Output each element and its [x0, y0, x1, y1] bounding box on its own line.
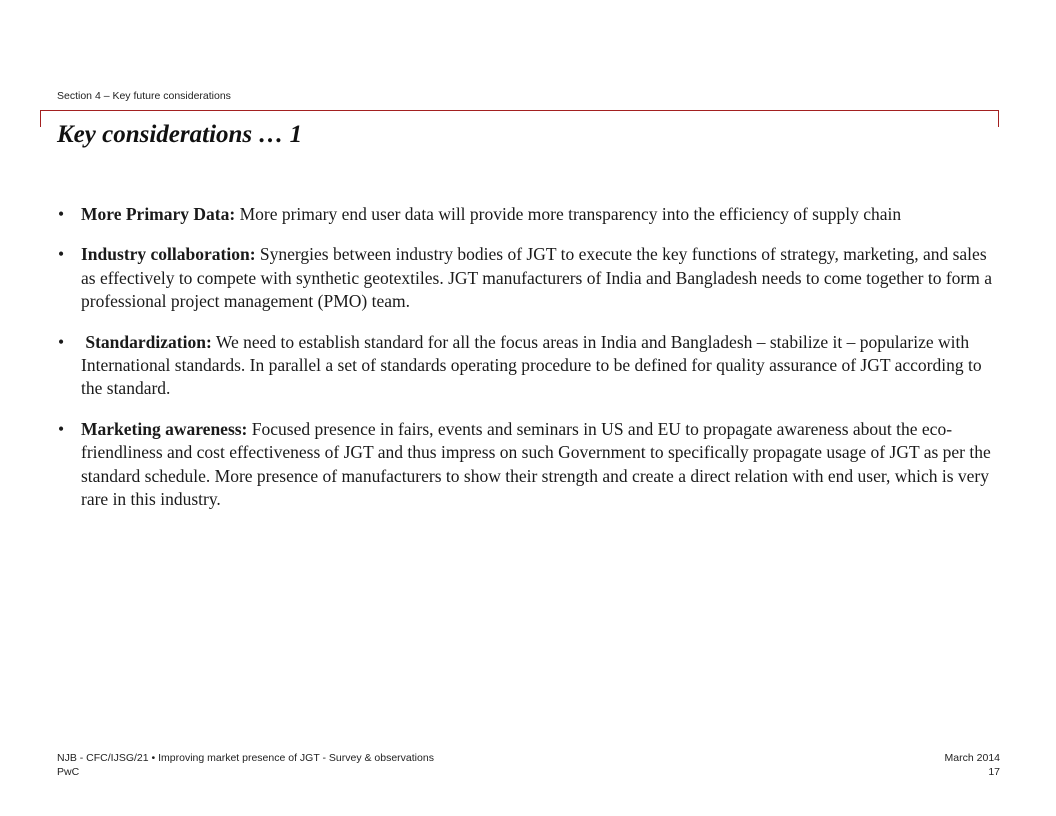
- page-title: Key considerations … 1: [57, 121, 303, 148]
- bullet-item-industry-collaboration: [57, 243, 997, 313]
- section-label: Section 4 – Key future considerations: [57, 90, 231, 102]
- footer-left: [57, 751, 434, 779]
- bullet-dot: •: [58, 331, 65, 352]
- bullet-lead: Marketing awareness:: [81, 418, 248, 439]
- bullet-dot: •: [58, 418, 65, 439]
- footer-right: [945, 751, 1000, 779]
- header-rule-right: [998, 110, 999, 127]
- bullet-lead: Industry collaboration:: [81, 244, 256, 265]
- bullet-item-marketing-awareness: [57, 418, 997, 512]
- bullet-text: We need to establish standard for all the focus areas in India and Bangladesh – stabilize it – popularize with International standards. In parallel a set of standards operating procedure to be defined for quality assurance of JGT according to the standard.: [81, 331, 982, 399]
- bullet-dot: •: [58, 204, 65, 224]
- footer-page-number: 17: [988, 766, 1000, 778]
- bullet-text: Synergies between industry bodies of JGT to execute the key functions of strategy, marketing, and sales as effectively to compete with synthetic geotextiles. JGT manufacturers of India and Bangladesh needs to come together to form a professional project management (PMO) team.: [81, 244, 993, 312]
- bullet-item-primary-data: [57, 203, 997, 226]
- footer-company: PwC: [57, 766, 80, 778]
- bullet-lead: More Primary Data:: [81, 204, 236, 224]
- footer-document-ref: NJB - CFC/IJSG/21 • Improving market presence of JGT - Survey & observations: [57, 752, 434, 764]
- header-rule-left: [40, 110, 41, 127]
- footer-date: March 2014: [944, 752, 1000, 764]
- bullet-dot: •: [58, 244, 65, 265]
- bullet-item-standardization: [57, 331, 997, 401]
- bullet-list: [57, 203, 997, 528]
- bullet-text: Focused presence in fairs, events and seminars in US and EU to propagate awareness about the eco-friendliness and cost effectiveness of JGT and thus impress on such Government to specifically propagate usage of JGT as per the standard schedule. More presence of manufacturers to show their strength and create a direct relation with end user, which is very rare in this industry.: [81, 418, 991, 510]
- bullet-text: More primary end user data will provide more transparency into the efficiency of supply chain: [235, 204, 902, 224]
- bullet-lead: Standardization:: [81, 331, 212, 352]
- header-rule-top: [40, 110, 999, 111]
